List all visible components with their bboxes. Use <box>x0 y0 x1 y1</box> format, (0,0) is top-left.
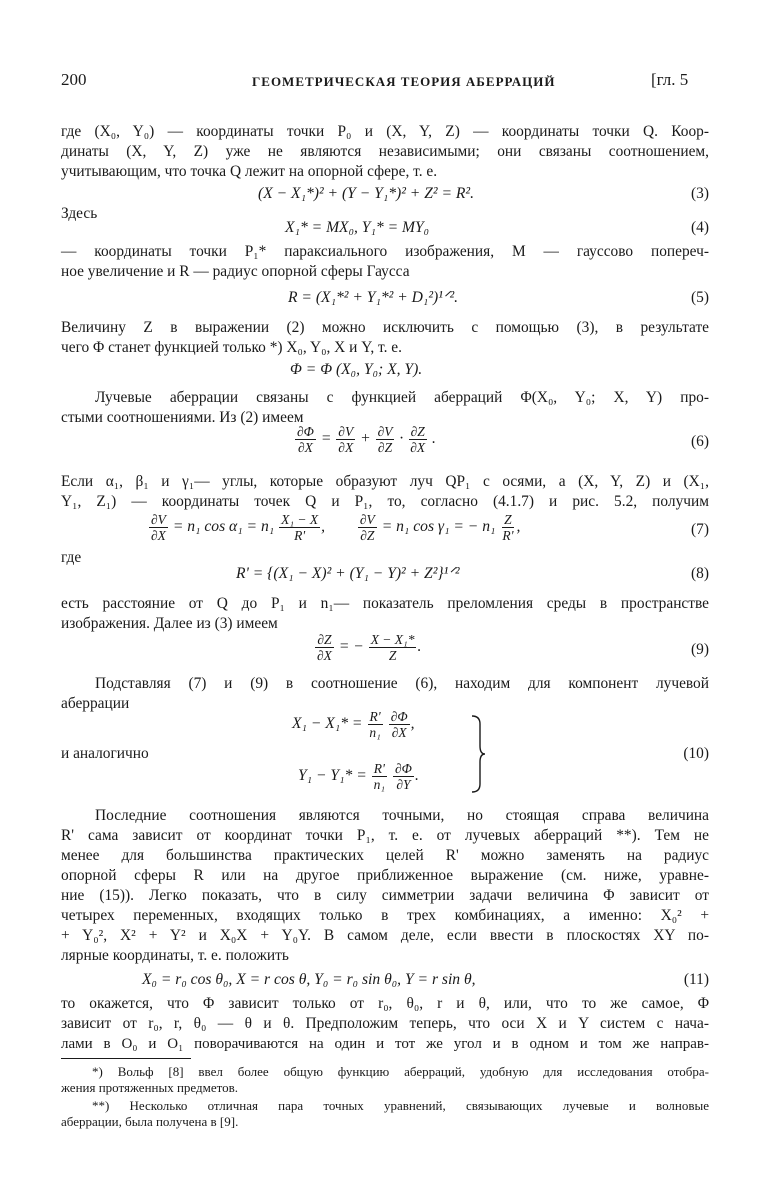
text-line: учитывающим, что точка Q лежит на опорной сфере, т. е. <box>61 163 438 180</box>
text-line: есть расстояние от Q до P₁ и n₁— показатель преломления среды в пространстве <box>61 595 709 612</box>
equation-phi: Φ = Φ (X₀, Y₀; X, Y). <box>290 361 423 378</box>
footnote-2-cont: аберрации, была получена в [9]. <box>61 1114 239 1129</box>
equation-number-9: (9) <box>691 641 709 658</box>
equation-7: $\frac{\partial V}{\partial X}$ = n₁ cos α₁ = n₁ $\frac{\text{X₁ − X}}{R'}$ , $\frac{\partial V}{\partial Z}$ = n₁ cos γ₁ = − n₁ $\frac{Z}{R'}$ , <box>151 512 521 543</box>
text-line: Последние соотношения являются точными, но стоящая справа величина <box>95 807 709 824</box>
equation-10b: Y₁ − Y₁* = $\frac{R'}{\text{n₁}}$ $\frac{\partial\Phi}{\partial Y}$ . <box>298 760 419 792</box>
text-line: стыми соотношениями. Из (2) имеем <box>61 409 304 426</box>
text-line: — координаты точки P₁* параксиального изображения, M — гауссово попереч- <box>61 243 709 260</box>
footnote-1-cont: жения протяженных предметов. <box>61 1080 239 1095</box>
right-brace-icon <box>470 714 486 794</box>
equation-11: X₀ = r₀ cos θ₀, X = r cos θ, Y₀ = r₀ sin θ₀, Y = r sin θ, <box>142 971 476 988</box>
text-line: Y₁, Z₁) — координаты точек Q и P₁, то, согласно (4.1.7) и рис. 5.2, получим <box>61 493 709 510</box>
footnote-1: *) Вольф [8] ввел более общую функцию аберраций, удобную для исследования отобра- <box>92 1064 709 1079</box>
text-line: опорной сферы R или на другое приближенное выражение (см. ниже, уравне- <box>61 867 709 884</box>
text-line: то окажется, что Φ зависит только от r₀, θ₀, r и θ, или, что то же самое, Φ <box>61 995 709 1012</box>
equation-number-7: (7) <box>691 521 709 538</box>
text-line: Величину Z в выражении (2) можно исключить с помощью (3), в результате <box>61 319 709 336</box>
equation-number-3: (3) <box>691 185 709 202</box>
text-line: где (X₀, Y₀) — координаты точки P₀ и (X, Y, Z) — координаты точки Q. Коор- <box>61 123 709 140</box>
equation-number-10: (10) <box>683 745 709 762</box>
page-number: 200 <box>61 70 87 89</box>
text-line: чего Φ станет функцией только *) X₀, Y₀, X и Y, т. е. <box>61 339 402 356</box>
text-line: четырех переменных, входящих только в трех комбинациях, а именно: X₀² + <box>61 907 709 924</box>
equation-number-6: (6) <box>691 433 709 450</box>
equation-5: R = (X₁*² + Y₁*² + D₁²)¹ᐟ². <box>288 289 459 306</box>
text-line: менее для большинства практических целей R' можно заменять на радиус <box>61 847 709 864</box>
equation-3: (X − X₁*)² + (Y − Y₁*)² + Z² = R². <box>258 185 474 202</box>
text-line: + Y₀², X² + Y² и X₀X + Y₀Y. В самом деле, если ввести в плоскостях XY по- <box>61 927 709 944</box>
equation-number-5: (5) <box>691 289 709 306</box>
text-line: Если α₁, β₁ и γ₁— углы, которые образуют луч QP₁ с осями, а (X, Y, Z) и (X₁, <box>61 473 709 490</box>
text-line: Подставляя (7) и (9) в соотношение (6), находим для компонент лучевой <box>95 675 709 692</box>
text-line: ние (15)). Легко показать, что в силу симметрии задачи величина Φ зависит от <box>61 887 709 904</box>
equation-4: X₁* = MX₀, Y₁* = MY₀ <box>285 219 430 236</box>
footnote-divider <box>61 1058 191 1059</box>
running-title: ГЕОМЕТРИЧЕСКАЯ ТЕОРИЯ АБЕРРАЦИЙ <box>252 74 556 89</box>
equation-9: $\frac{\partial Z}{\partial X}$ = − $\frac{\text{X − X₁*}}{Z}$ . <box>317 632 422 663</box>
chapter-marker: [гл. 5 <box>651 70 689 89</box>
equation-number-11: (11) <box>683 971 709 988</box>
text-line: изображения. Далее из (3) имеем <box>61 615 278 632</box>
text-line: лярные координаты, т. е. положить <box>61 947 289 964</box>
text-line: R' сама зависит от координат точки P₁, т. е. от лучевых аберраций **). Тем не <box>61 827 709 844</box>
footnote-2: **) Несколько отличная пара точных уравнений, связывающих лучевые и волновые <box>92 1098 709 1113</box>
equation-10a: X₁ − X₁* = $\frac{R'}{\text{n₁}}$ $\frac{\partial\Phi}{\partial X}$ , <box>292 708 415 740</box>
text-line: где <box>61 549 82 566</box>
text-line: лами в O₀ и O₁ поворачиваются на один и тот же угол и в одном и том же направ- <box>61 1036 709 1052</box>
equation-8: R' = {(X₁ − X)² + (Y₁ − Y)² + Z²}¹ᐟ² <box>236 565 460 582</box>
text-line: ное увеличение и R — радиус опорной сферы Гаусса <box>61 263 410 280</box>
equation-number-8: (8) <box>691 565 709 582</box>
text-line: Здесь <box>61 205 98 222</box>
text-line: зависит от r₀, r, θ₀ — θ и θ. Предположим теперь, что оси X и Y систем с нача- <box>61 1015 709 1032</box>
text-line: Лучевые аберрации связаны с функцией аберраций Φ(X₀, Y₀; X, Y) про- <box>95 389 709 406</box>
text-line: динаты (X, Y, Z) уже не являются независимыми; они связаны соотношением, <box>61 143 709 160</box>
equation-6: $\frac{\partial\Phi}{\partial X}$ = $\frac{\partial V}{\partial X}$ + $\frac{\partial V}{\partial Z}$ · $\frac{\partial Z}{\partial X}$ . <box>297 424 436 455</box>
equation-number-4: (4) <box>691 219 709 236</box>
text-line: аберрации <box>61 695 130 712</box>
text-line: и аналогично <box>61 745 149 762</box>
